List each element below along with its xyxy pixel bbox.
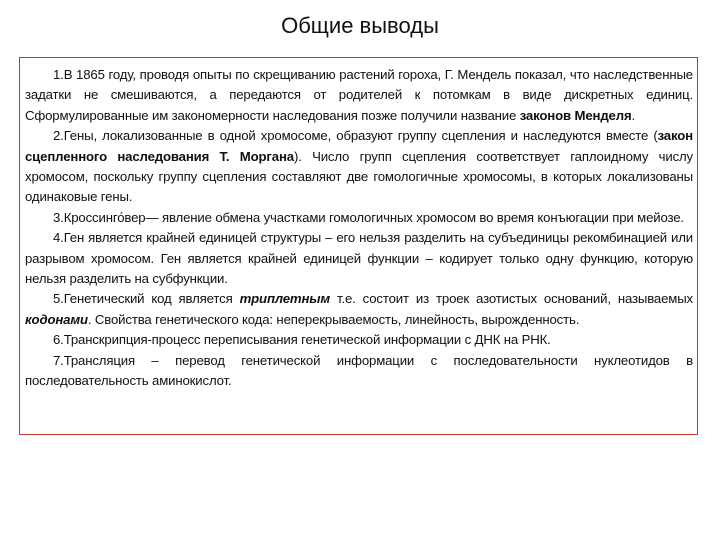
text-run: . Свойства генетического кода: неперекрываемость, линейность, вырожденность. bbox=[87, 311, 580, 327]
text-run: . bbox=[631, 107, 636, 123]
text-run: 5.Генетический код является bbox=[53, 291, 240, 307]
paragraph-1 bbox=[25, 65, 693, 126]
text-run: 3.Кроссинго́вер— явление обмена участками гомологичных хромосом во время конъюгации при мейозе. bbox=[53, 209, 684, 225]
bold-italic-term-triplet: триплетным bbox=[239, 291, 331, 307]
text-run: 2.Гены, локализованные в одной хромосоме, образуют группу сцепления и наследуются вместе ( bbox=[53, 128, 658, 144]
bold-italic-term-codons: кодонами bbox=[25, 311, 88, 327]
bold-term-mendel-laws: законов Менделя bbox=[519, 107, 632, 123]
paragraph-4 bbox=[25, 228, 693, 289]
paragraph-5 bbox=[25, 289, 693, 330]
paragraph-7 bbox=[25, 351, 693, 392]
slide-title: Общие выводы bbox=[281, 13, 439, 38]
text-run: ). Число групп сцепления соответствует гаплоидному числу хромосом, поскольку группу сцепления составляют две гомологичные хромосомы, в которых локализованы одинаковые гены. bbox=[25, 148, 693, 205]
text-run: 7.Трансляция – перевод генетической информации с последовательности нуклеотидов в последовательность аминокислот. bbox=[25, 352, 693, 389]
text-run: 1.В 1865 году, проводя опыты по скрещиванию растений гороха, Г. Мендель показал, что наследственные задатки не смешиваются, а передаются от родителей к потомкам в виде дискретных единиц. Сформулированные им закономерности наследования позже получили название bbox=[25, 67, 693, 123]
text-run: т.е. состоит из троек азотистых оснований, называемых bbox=[330, 291, 693, 307]
paragraph-6 bbox=[25, 330, 693, 350]
bold-term-morgan-law: закон сцепленного наследования Т. Моргана bbox=[25, 128, 693, 164]
paragraph-3 bbox=[25, 208, 693, 228]
text-run: 6.Транскрипция-процесс переписывания генетической информации с ДНК на РНК. bbox=[53, 332, 551, 348]
paragraph-2 bbox=[25, 126, 693, 208]
conclusions-box bbox=[19, 57, 698, 435]
text-run: 4.Ген является крайней единицей структуры – его нельзя разделить на субъединицы рекомбинацией или разрывом хромосом. Ген является крайней единицей функции – кодирует только одну функцию, которую нельзя разделить на субфункции. bbox=[25, 230, 693, 287]
